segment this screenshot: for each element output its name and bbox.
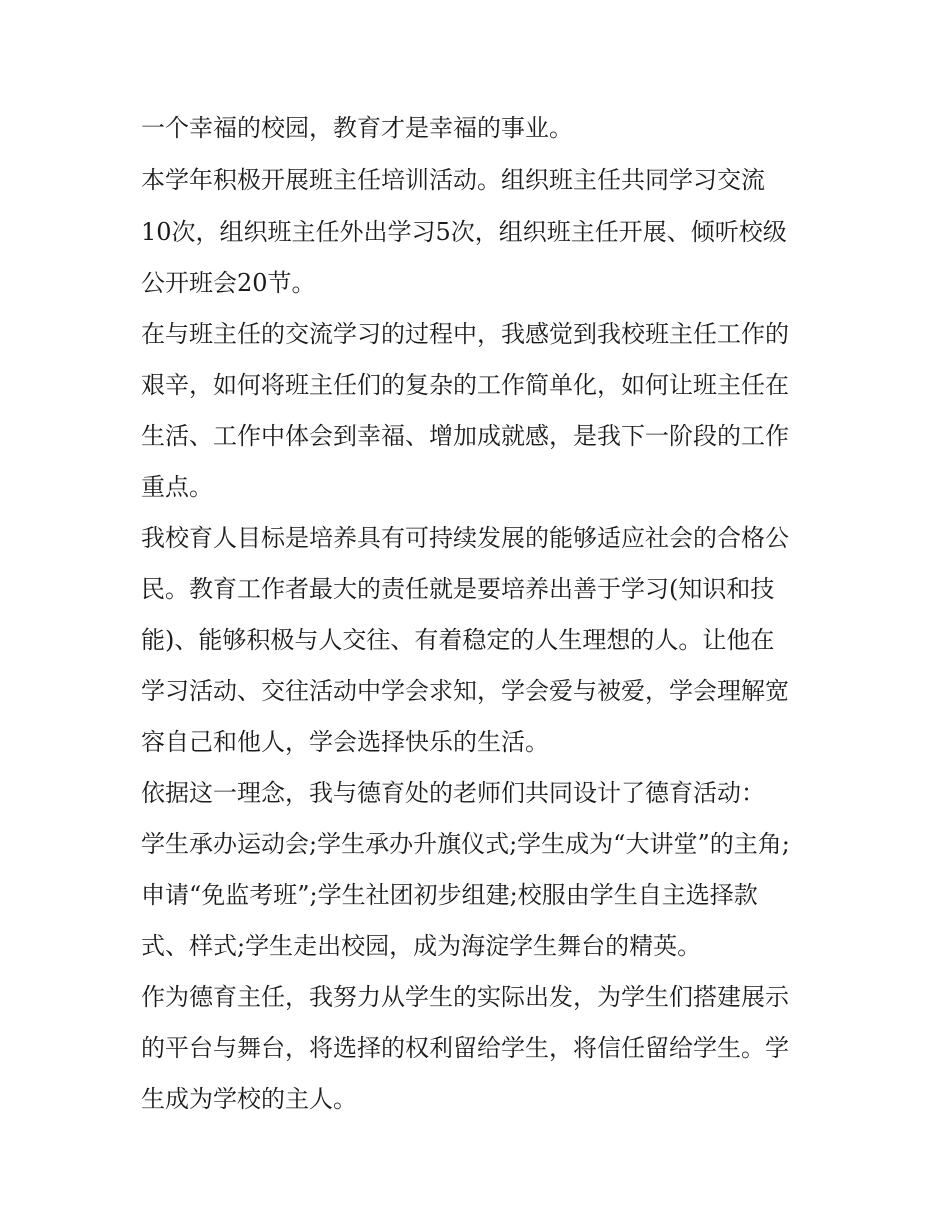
text-line: 我校育人目标是培养具有可持续发展的能够适应社会的合格公 — [141, 524, 789, 552]
text-line: 一个幸福的校园，教育才是幸福的事业。 — [141, 114, 573, 142]
text-line: 公开班会20节。 — [141, 269, 316, 297]
text-line: 作为德育主任，我努力从学生的实际出发，为学生们搭建展示 — [141, 983, 789, 1011]
text-line: 式、样式;学生走出校园，成为海淀学生舞台的精英。 — [141, 932, 702, 960]
text-line: 能)、能够积极与人交往、有着稳定的人生理想的人。让他在 — [141, 626, 775, 654]
text-line: 重点。 — [141, 473, 213, 501]
text-line: 艰辛，如何将班主任们的复杂的工作简单化，如何让班主任在 — [141, 371, 789, 399]
text-line: 在与班主任的交流学习的过程中，我感觉到我校班主任工作的 — [141, 320, 789, 348]
text-line: 学生承办运动会;学生承办升旗仪式;学生成为“大讲堂”的主角; — [141, 830, 790, 858]
text-line: 本学年积极开展班主任培训活动。组织班主任共同学习交流 — [141, 166, 765, 194]
text-line: 10次，组织班主任外出学习5次，组织班主任开展、倾听校级 — [141, 218, 787, 246]
text-line: 的平台与舞台，将选择的权利留给学生，将信任留给学生。学 — [141, 1034, 789, 1062]
text-line: 生成为学校的主人。 — [141, 1085, 357, 1113]
text-line: 申请“免监考班”;学生社团初步组建;校服由学生自主选择款 — [141, 881, 758, 909]
text-line: 学习活动、交往活动中学会求知，学会爱与被爱，学会理解宽 — [141, 677, 789, 705]
text-line: 民。教育工作者最大的责任就是要培养出善于学习(知识和技 — [141, 575, 775, 603]
text-line: 生活、工作中体会到幸福、增加成就感，是我下一阶段的工作 — [141, 422, 789, 450]
text-line: 容自己和他人，学会选择快乐的生活。 — [141, 728, 549, 756]
text-line: 依据这一理念，我与德育处的老师们共同设计了德育活动： — [141, 779, 765, 807]
